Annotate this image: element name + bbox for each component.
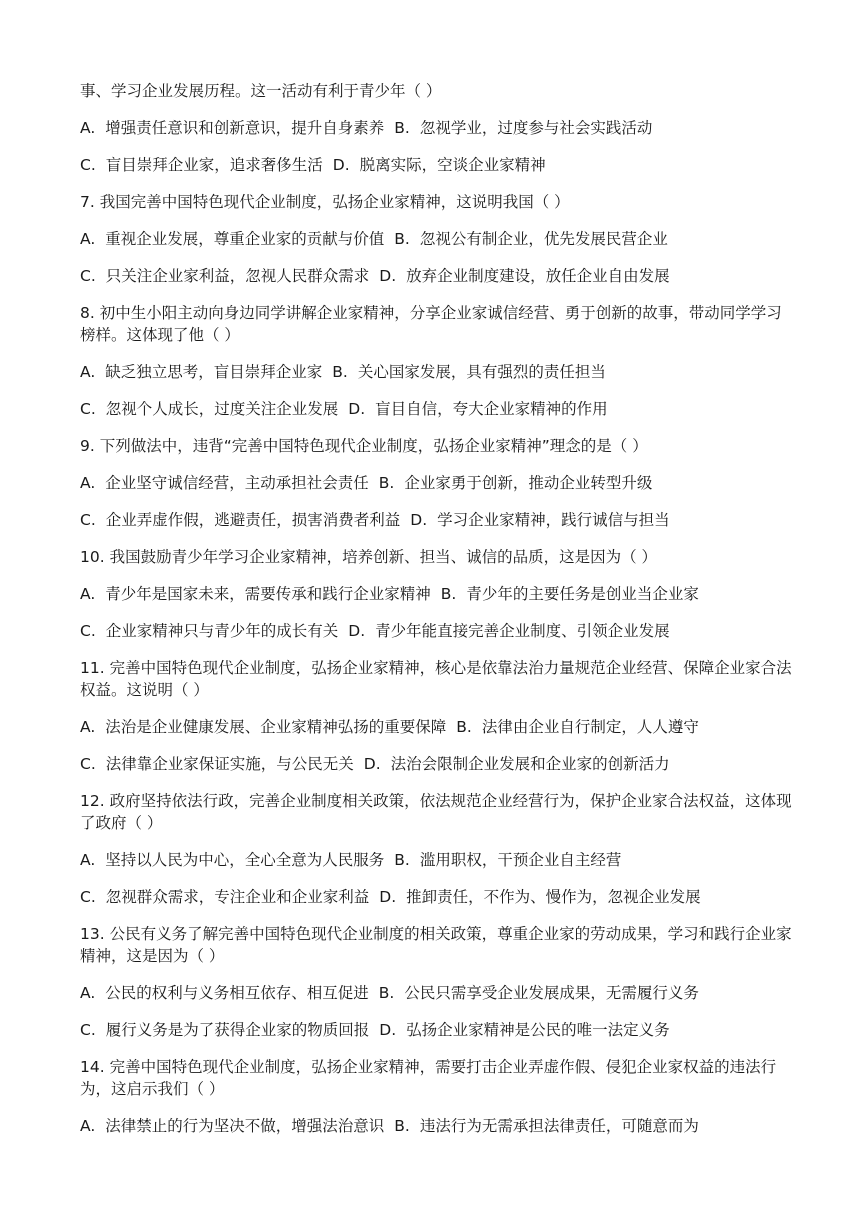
option-row: [80, 154, 796, 176]
option-text: 坚持以人民为中心，全心全意为人民服务: [105, 851, 385, 869]
option-letter: C.: [80, 400, 96, 418]
option-text: 法律由企业自行制定，人人遵守: [481, 718, 699, 736]
option-row: [80, 1019, 796, 1041]
option-row: [80, 398, 796, 420]
option-letter: B.: [440, 585, 457, 603]
option-left: [80, 509, 400, 531]
option-letter: D.: [410, 511, 428, 529]
option-left: [80, 886, 369, 908]
option-text: 违法行为无需承担法律责任，可随意而为: [419, 1117, 699, 1135]
option-right: [394, 228, 668, 250]
option-letter: A.: [80, 718, 96, 736]
question-stem: 13. 公民有义务了解完善中国特色现代企业制度的相关政策，尊重企业家的劳动成果，学习和践行企业家精神，这是因为（ ）: [80, 925, 792, 965]
option-right: [348, 398, 607, 420]
option-letter: B.: [332, 363, 348, 381]
option-letter: C.: [80, 511, 96, 529]
option-text: 公民的权利与义务相互依存、相互促进: [105, 984, 369, 1002]
option-row: [80, 265, 796, 287]
option-left: [80, 361, 322, 383]
option-row: [80, 361, 796, 383]
question-stem: 14. 完善中国特色现代企业制度，弘扬企业家精神，需要打击企业弄虚作假、侵犯企业家权益的违法行为，这启示我们（ ）: [80, 1058, 777, 1098]
option-text: 滥用职权，干预企业自主经营: [419, 851, 622, 869]
option-letter: C.: [80, 267, 96, 285]
exam-page: [80, 80, 796, 1152]
option-letter: B.: [394, 230, 410, 248]
option-letter: D.: [348, 622, 366, 640]
option-left: [80, 753, 354, 775]
option-letter: A.: [80, 119, 96, 137]
option-letter: A.: [80, 230, 96, 248]
option-letter: B.: [456, 718, 472, 736]
option-letter: B.: [378, 474, 395, 492]
option-right: [441, 583, 699, 605]
option-left: [80, 1115, 384, 1137]
option-row: [80, 620, 796, 642]
option-text: 企业家精神只与青少年的成长有关: [105, 622, 339, 640]
option-letter: A.: [80, 585, 96, 603]
option-text: 公民只需享受企业发展成果，无需履行义务: [404, 984, 699, 1002]
option-letter: A.: [80, 363, 96, 381]
option-right: [394, 849, 621, 871]
option-right: [379, 472, 653, 494]
option-right: [348, 620, 669, 642]
option-text: 推卸责任，不作为、慢作为，忽视企业发展: [406, 888, 701, 906]
option-text: 企业家勇于创新，推动企业转型升级: [404, 474, 653, 492]
option-row: [80, 716, 796, 738]
option-right: [410, 509, 669, 531]
option-right: [379, 265, 669, 287]
option-text: 法律靠企业家保证实施，与公民无关: [105, 755, 354, 773]
option-right: [394, 117, 652, 139]
option-text: 法治会限制企业发展和企业家的创新活力: [390, 755, 670, 773]
option-text: 重视企业发展，尊重企业家的贡献与价值: [105, 230, 385, 248]
option-row: [80, 982, 796, 1004]
option-letter: A.: [80, 984, 96, 1002]
option-letter: C.: [80, 622, 96, 640]
option-text: 学习企业家精神，践行诚信与担当: [437, 511, 670, 529]
option-letter: B.: [394, 1117, 410, 1135]
option-letter: D.: [348, 400, 366, 418]
option-text: 忽视学业，过度参与社会实践活动: [419, 119, 653, 137]
option-letter: C.: [80, 156, 96, 174]
option-text: 法律禁止的行为坚决不做，增强法治意识: [105, 1117, 385, 1135]
option-left: [80, 620, 338, 642]
option-text: 脱离实际，空谈企业家精神: [359, 156, 546, 174]
question-stem: 9. 下列做法中，违背“完善中国特色现代企业制度，弘扬企业家精神”理念的是（ ）: [80, 437, 648, 455]
option-row: [80, 228, 796, 250]
option-text: 缺乏独立思考，盲目崇拜企业家: [105, 363, 323, 381]
option-row: [80, 1115, 796, 1137]
option-letter: B.: [378, 984, 395, 1002]
option-left: [80, 1019, 369, 1041]
question-stem: 11. 完善中国特色现代企业制度，弘扬企业家精神，核心是依靠法治力量规范企业经营、保障企业家合法权益。这说明（ ）: [80, 659, 792, 699]
option-letter: D.: [379, 1021, 397, 1039]
option-text: 增强责任意识和创新意识，提升自身素养: [105, 119, 385, 137]
option-right: [333, 154, 546, 176]
option-letter: C.: [80, 1021, 96, 1039]
option-row: [80, 583, 796, 605]
option-text: 盲目自信，夸大企业家精神的作用: [375, 400, 608, 418]
option-letter: A.: [80, 851, 96, 869]
option-text: 忽视群众需求，专注企业和企业家利益: [105, 888, 370, 906]
option-left: [80, 265, 369, 287]
question-stem: 10. 我国鼓励青少年学习企业家精神，培养创新、担当、诚信的品质，这是因为（ ）: [80, 548, 658, 566]
option-left: [80, 472, 369, 494]
option-text: 忽视公有制企业，优先发展民营企业: [419, 230, 668, 248]
option-right: [379, 886, 700, 908]
question-stem: 7. 我国完善中国特色现代企业制度，弘扬企业家精神，这说明我国（ ）: [80, 193, 570, 211]
option-row: [80, 849, 796, 871]
option-letter: D.: [379, 267, 397, 285]
option-letter: C.: [80, 755, 96, 773]
option-text: 企业弄虚作假，逃避责任，损害消费者利益: [105, 511, 401, 529]
question-continuation: 事、学习企业发展历程。这一活动有利于青少年（ ）: [80, 82, 442, 100]
option-text: 关心国家发展，具有强烈的责任担当: [357, 363, 606, 381]
option-left: [80, 117, 384, 139]
option-text: 盲目崇拜企业家，追求奢侈生活: [105, 156, 323, 174]
option-letter: D.: [363, 755, 381, 773]
question-stem: 8. 初中生小阳主动向身边同学讲解企业家精神，分享企业家诚信经营、勇于创新的故事，带动同学学习榜样。这体现了他（ ）: [80, 304, 782, 344]
option-right: [332, 361, 606, 383]
option-row: [80, 472, 796, 494]
option-letter: A.: [80, 1117, 96, 1135]
option-row: [80, 509, 796, 531]
option-text: 法治是企业健康发展、企业家精神弘扬的重要保障: [105, 718, 447, 736]
option-letter: D.: [379, 888, 397, 906]
option-text: 只关注企业家利益，忽视人民群众需求: [105, 267, 370, 285]
option-text: 青少年是国家未来，需要传承和践行企业家精神: [105, 585, 431, 603]
option-text: 青少年的主要任务是创业当企业家: [466, 585, 699, 603]
option-text: 青少年能直接完善企业制度、引领企业发展: [375, 622, 670, 640]
option-right: [394, 1115, 699, 1137]
option-letter: D.: [332, 156, 350, 174]
option-text: 企业坚守诚信经营，主动承担社会责任: [105, 474, 369, 492]
option-text: 履行义务是为了获得企业家的物质回报: [105, 1021, 370, 1039]
option-row: [80, 117, 796, 139]
option-right: [456, 716, 699, 738]
question-stem: 12. 政府坚持依法行政，完善企业制度相关政策，依法规范企业经营行为，保护企业家合法权益，这体现了政府（ ）: [80, 792, 792, 832]
option-left: [80, 583, 431, 605]
option-letter: B.: [394, 119, 410, 137]
option-left: [80, 849, 384, 871]
option-row: [80, 753, 796, 775]
option-left: [80, 982, 369, 1004]
option-text: 放弃企业制度建设，放任企业自由发展: [406, 267, 670, 285]
option-right: [364, 753, 670, 775]
option-text: 弘扬企业家精神是公民的唯一法定义务: [406, 1021, 670, 1039]
option-text: 忽视个人成长，过度关注企业发展: [105, 400, 339, 418]
option-right: [379, 1019, 669, 1041]
option-right: [379, 982, 699, 1004]
option-letter: C.: [80, 888, 96, 906]
option-left: [80, 154, 323, 176]
option-left: [80, 228, 384, 250]
option-left: [80, 398, 338, 420]
option-left: [80, 716, 446, 738]
option-row: [80, 886, 796, 908]
option-letter: A.: [80, 474, 96, 492]
option-letter: B.: [394, 851, 410, 869]
